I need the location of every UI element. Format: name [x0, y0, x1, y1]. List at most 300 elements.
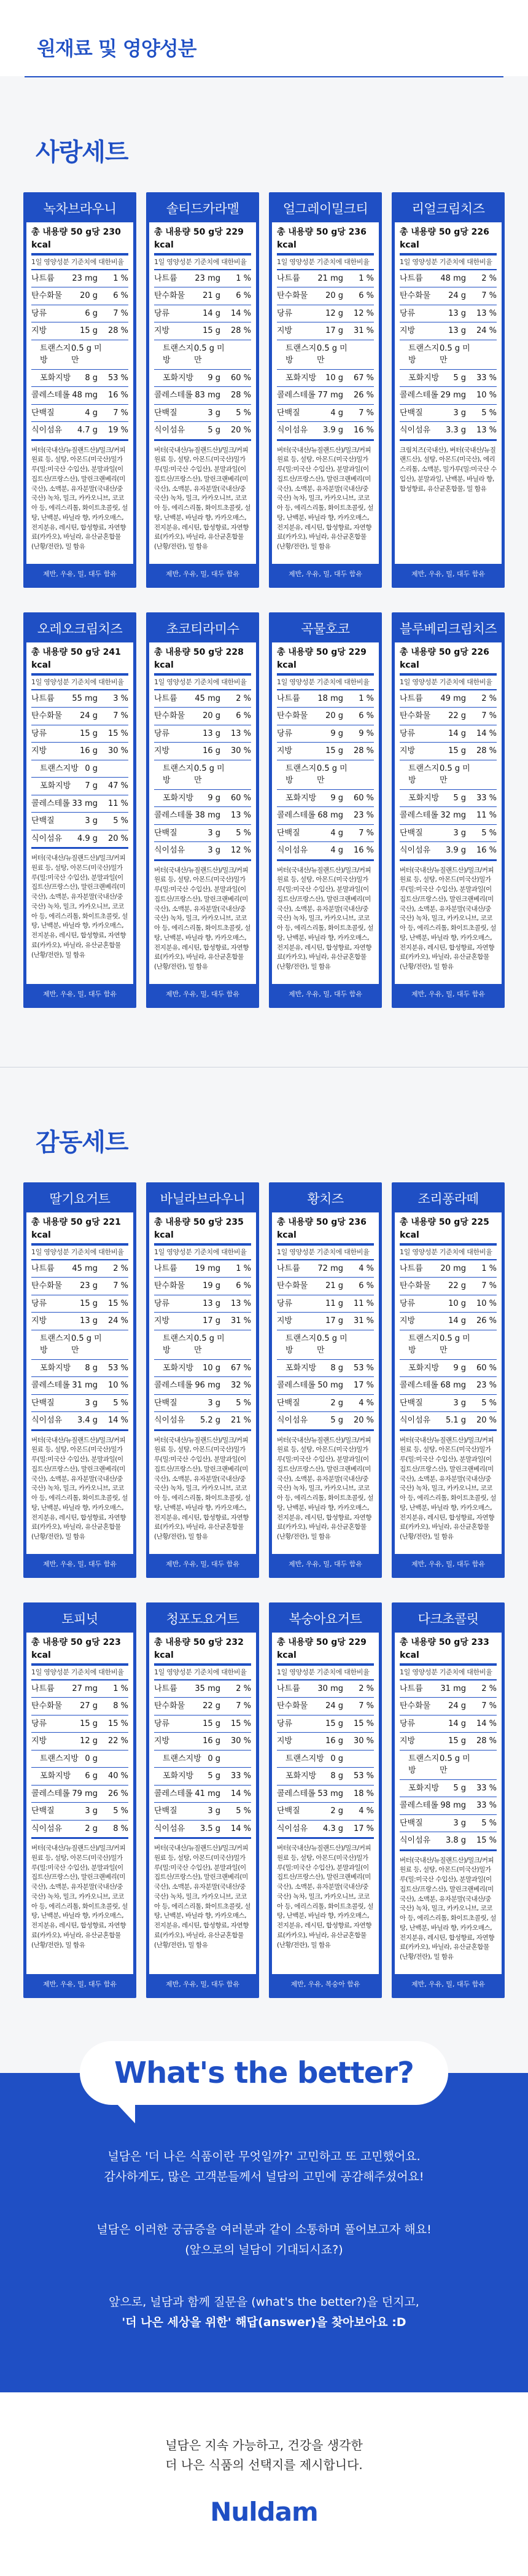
nutrient-percent: [104, 763, 128, 775]
nutrient-label: 나트륨: [31, 1263, 55, 1273]
nutrient-amount: 33 mg: [72, 798, 98, 808]
nutrient-percent: 53 %: [353, 1771, 374, 1781]
nutrient-row: [400, 1360, 497, 1378]
nutrient-amount: 0.5 g 미만: [71, 1333, 102, 1355]
nutrient-label: 나트륨: [277, 1263, 300, 1273]
nutrient-percent: 7 %: [113, 1281, 128, 1290]
nutrient-label: 트랜스지방: [40, 1754, 79, 1763]
nutrient-amount: 16 g: [325, 1736, 343, 1746]
ingredients-note: 버터(국내산/뉴질랜드산)/밀크/커피 원료 등, 설탕, 아몬드(미국산)밀가루(밀:미국산 수입산), 분말과일(이집트산/프랑스산), 말린크랜베리(미국산), 소맥분, 유자분말(국내산/중국산) 녹차, 밀크, 카카오니브, 코코아 등, 에리스리톨, 화이트초콜릿, 설탕, 난백분, 바닐라 향, 카카오매스, 전지분유, 레시틴, 합성향료, 자연향료(카카오), 바닐라, 유산균혼합물(난황/전란), 밀 함유: [277, 1436, 373, 1540]
total-calories: 총 내용량 50 g당 229 kcal: [277, 1636, 374, 1666]
nutrient-percent: 26 %: [353, 391, 374, 400]
better-paragraph-2: [0, 2220, 528, 2261]
nutrient-label: 포화지방: [163, 793, 194, 803]
nutrient-row: [400, 725, 497, 743]
nutrient-percent: 18 %: [353, 1789, 374, 1798]
nutrient-amount: 10 g: [325, 373, 343, 383]
daily-value-label: 1일 영양성분 기준치에 대한비율: [31, 1666, 128, 1680]
nutrient-row: [154, 340, 251, 370]
allergen-footer: 제반, 우유, 밀, 대두 함유: [411, 1980, 486, 1988]
nutrient-amount: 12 g: [325, 308, 343, 318]
nutrition-table: [26, 642, 133, 984]
nutrient-amount: 0.5 g 미만: [316, 763, 347, 785]
nutrient-percent: 5 %: [236, 828, 251, 838]
nutrient-amount: 4 g: [330, 846, 343, 855]
nutrient-amount: 53 mg: [317, 1789, 343, 1798]
ingredients-note: 버터(국내산/뉴질랜드산)/밀크/커피 원료 등, 설탕, 아몬드(미국산)밀가루(밀:미국산 수입산), 분말과일(이집트산/프랑스산), 말린크랜베리(미국산), 소맥분, 유자분말(국내산/중국산) 녹차, 밀크, 카카오니브, 코코아 등, 에리스리톨, 화이트초콜릿, 설탕, 난백분, 바닐라 향, 카카오매스, 전지분유, 레시틴, 합성향료, 자연향료(카카오), 바닐라, 유산균혼합물(난황/전란), 밀 함유: [154, 1436, 250, 1540]
nutrient-label: 포화지방: [285, 373, 317, 383]
nutrient-amount: 3.5 g: [200, 1824, 220, 1833]
nutrient-amount: 13 g: [203, 1298, 220, 1308]
nutrient-percent: 6 %: [359, 1281, 374, 1290]
allergen-footer: 제반, 우유, 밀, 대두 함유: [42, 1980, 117, 1988]
nutrient-amount: 13 g: [448, 326, 466, 335]
allergen-footer: 제반, 우유, 밀, 대두 함유: [411, 570, 486, 578]
product-card: [23, 192, 136, 588]
nutrient-amount: 20 g: [325, 291, 343, 300]
nutrient-label: 콜레스테롤: [400, 391, 438, 400]
nutrient-percent: 20 %: [353, 1416, 374, 1425]
nutrient-row: [277, 760, 374, 790]
nutrient-label: 나트륨: [400, 1684, 423, 1693]
nutrient-percent: 28 %: [230, 326, 251, 335]
nutrient-amount: 3 g: [453, 1818, 466, 1828]
nutrient-label: 당류: [277, 1298, 293, 1308]
nutrient-row: [277, 1395, 374, 1413]
nutrient-row: [277, 1680, 374, 1698]
product-card: [23, 1602, 136, 1998]
nutrient-percent: 33 %: [476, 793, 497, 803]
nutrient-row: [400, 1680, 497, 1698]
nutrient-row: [31, 1680, 128, 1698]
nutrient-amount: 55 mg: [72, 693, 98, 703]
nutrient-amount: 23 g: [80, 1281, 98, 1290]
nutrient-amount: 24 g: [325, 1701, 343, 1711]
nutrient-row: [277, 1260, 374, 1278]
nutrient-label: 단백질: [277, 828, 300, 838]
nutrient-percent: 15 %: [107, 728, 128, 738]
nutrient-row: [154, 1786, 251, 1803]
nutrient-row: [277, 1786, 374, 1803]
product-name: 바닐라브라우니: [160, 1192, 246, 1206]
nutrient-label: 포화지방: [408, 1363, 440, 1373]
nutrient-row: [31, 778, 128, 795]
nutrient-row: [400, 340, 497, 370]
nutrient-label: 포화지방: [285, 793, 317, 803]
nutrient-label: 지방: [400, 1316, 416, 1325]
nutrient-percent: 60 %: [476, 1363, 497, 1373]
nutrient-amount: 31 mg: [440, 1684, 466, 1693]
nutrient-amount: 17 g: [325, 1316, 343, 1325]
nutrient-row: [400, 807, 497, 825]
nutrient-label: 탄수화물: [31, 711, 63, 720]
nutrient-amount: 22 g: [448, 1281, 466, 1290]
nutrient-percent: 30 %: [230, 746, 251, 755]
nutrient-percent: 8 %: [113, 1701, 128, 1711]
nutrient-percent: [477, 763, 497, 787]
nutrient-label: 나트륨: [400, 693, 423, 703]
nutrient-amount: 48 mg: [440, 273, 466, 283]
nutrient-row: [277, 1768, 374, 1786]
nutrient-label: 식이섬유: [277, 846, 308, 855]
nutrient-label: 당류: [31, 1719, 47, 1728]
nutrient-percent: 7 %: [481, 1281, 497, 1290]
nutrient-row: [31, 1698, 128, 1715]
nutrient-amount: 5 g: [453, 1783, 466, 1793]
product-name: 다크초콜릿: [417, 1612, 479, 1626]
better-p1-line1: 널담은 '더 나은 식품이란 무엇일까?' 고민하고 또 고민했어요.: [107, 2150, 421, 2163]
nutrient-label: 콜레스테롤: [154, 811, 193, 820]
nutrient-row: [277, 1412, 374, 1431]
daily-value-label: 1일 영양성분 기준치에 대한비율: [400, 1246, 497, 1260]
nutrient-label: 탄수화물: [31, 291, 63, 300]
nutrient-amount: 0 g: [85, 763, 98, 773]
nutrient-percent: 47 %: [107, 781, 128, 790]
nutrient-row: [277, 1313, 374, 1330]
nutrient-row: [31, 340, 128, 370]
nutrient-label: 트랜스지방: [163, 343, 194, 365]
nutrient-label: 트랜스지방: [408, 763, 440, 785]
nutrient-amount: 14 g: [203, 308, 220, 318]
nutrient-row: [31, 1751, 128, 1768]
nutrient-label: 지방: [400, 326, 416, 335]
nutrient-label: 포화지방: [40, 781, 71, 790]
total-calories: 총 내용량 50 g당 228 kcal: [154, 646, 251, 676]
daily-value-label: 1일 영양성분 기준치에 대한비율: [31, 676, 128, 690]
nutrient-row: [154, 1278, 251, 1295]
nutrient-percent: 7 %: [481, 711, 497, 720]
nutrient-row: [31, 743, 128, 760]
nutrient-amount: 13 g: [80, 1316, 98, 1325]
ingredients-note: 버터(국내산/뉴질랜드산)/밀크/커피 원료 등, 설탕, 아몬드(미국산)밀가루(밀:미국산 수입산), 분말과일(이집트산/프랑스산), 말린크랜베리(미국산), 소맥분, 유자분말(국내산/중국산) 녹차, 밀크, 카카오니브, 코코아 등, 에리스리톨, 화이트초콜릿, 설탕, 난백분, 바닐라 향, 카카오매스, 전지분유, 레시틴, 합성향료, 자연향료(카카오), 바닐라, 유산균혼합물(난황/전란), 밀 함유: [154, 866, 250, 970]
nutrient-percent: 33 %: [476, 1801, 497, 1810]
nutrient-row: [277, 1330, 374, 1360]
nutrient-percent: [109, 1333, 128, 1357]
nutrient-label: 지방: [277, 326, 293, 335]
nutrient-label: 식이섬유: [277, 426, 308, 435]
nutrient-percent: [477, 1333, 497, 1357]
nutrient-label: 당류: [31, 1298, 47, 1308]
nutrient-label: 콜레스테롤: [277, 1789, 316, 1798]
nutrient-row: [154, 807, 251, 825]
nutrient-label: 당류: [154, 728, 170, 738]
nutrient-row: [154, 1680, 251, 1698]
nutrient-label: 콜레스테롤: [400, 811, 438, 820]
nutrient-percent: 24 %: [476, 326, 497, 335]
nutrient-amount: 14 g: [448, 728, 466, 738]
nutrient-label: 탄수화물: [400, 711, 431, 720]
speech-bubble: [80, 2041, 448, 2105]
nutrient-label: 탄수화물: [277, 1701, 308, 1711]
nutrient-row: [277, 1278, 374, 1295]
nutrient-row: [277, 305, 374, 323]
nutrient-label: 트랜스지방: [408, 1333, 440, 1355]
nutrient-amount: 15 g: [448, 746, 466, 755]
nutrient-amount: 13 g: [448, 308, 466, 318]
nutrient-percent: 17 %: [353, 1824, 374, 1833]
product-name: 황치즈: [307, 1192, 344, 1206]
product-name: 딸기요거트: [49, 1192, 111, 1206]
nutrient-label: 트랜스지방: [40, 763, 79, 773]
total-calories: 총 내용량 50 g당 236 kcal: [277, 1216, 374, 1246]
nutrient-label: 트랜스지방: [40, 343, 71, 365]
nutrient-label: 단백질: [31, 408, 55, 418]
daily-value-label: 1일 영양성분 기준치에 대한비율: [277, 256, 374, 270]
nutrient-percent: 28 %: [107, 326, 128, 335]
nutrient-amount: 24 g: [448, 1701, 466, 1711]
nutrient-amount: 14 g: [448, 1316, 466, 1325]
nutrient-percent: 2 %: [236, 1684, 251, 1693]
nutrient-row: [277, 1751, 374, 1768]
daily-value-label: 1일 영양성분 기준치에 대한비율: [154, 256, 251, 270]
nutrient-percent: 13 %: [476, 308, 497, 318]
set-section: [0, 77, 528, 1008]
nutrient-row: [31, 370, 128, 388]
product-card: [269, 1182, 382, 1578]
allergen-footer: 제반, 우유, 밀, 대두 함유: [42, 570, 117, 578]
nutrient-percent: 15 %: [353, 1719, 374, 1728]
nutrient-percent: 30 %: [353, 1736, 374, 1746]
nutrient-percent: 16 %: [107, 391, 128, 400]
allergen-footer: 제반, 우유, 밀, 대두 함유: [42, 1560, 117, 1568]
nutrient-percent: 30 %: [107, 746, 128, 755]
nutrient-row: [31, 760, 128, 778]
nutrient-amount: 3.4 g: [77, 1416, 98, 1425]
nutrient-percent: [354, 343, 374, 367]
nutrient-row: [154, 305, 251, 323]
nutrient-amount: 30 mg: [317, 1684, 343, 1693]
nutrient-row: [277, 422, 374, 441]
nutrient-amount: 83 mg: [195, 391, 220, 400]
nutrient-amount: 3.8 g: [445, 1836, 466, 1845]
nutrient-label: 단백질: [277, 1398, 300, 1408]
nutrient-row: [277, 1715, 374, 1733]
total-calories: 총 내용량 50 g당 225 kcal: [400, 1216, 497, 1246]
nutrient-percent: 31 %: [353, 326, 374, 335]
nutrient-label: 단백질: [400, 1818, 423, 1828]
nutrient-percent: 28 %: [353, 746, 374, 755]
product-card: [392, 612, 505, 1008]
nutrient-label: 나트륨: [154, 693, 177, 703]
nutrient-row: [31, 422, 128, 441]
daily-value-label: 1일 영양성분 기준치에 대한비율: [400, 256, 497, 270]
better-p1-line2: 감사하게도, 많은 고객분들께서 널담의 고민에 공감해주셨어요!: [104, 2170, 424, 2184]
nutrient-amount: 0.5 g 미만: [71, 343, 102, 365]
nutrient-amount: 96 mg: [195, 1381, 220, 1390]
nutrient-row: [277, 743, 374, 760]
nutrient-amount: 3 g: [208, 408, 220, 418]
product-grid: [23, 1182, 505, 1998]
total-calories: 총 내용량 50 g당 221 kcal: [31, 1216, 128, 1246]
daily-value-label: 1일 영양성분 기준치에 대한비율: [277, 1246, 374, 1260]
nutrient-amount: 41 mg: [195, 1789, 220, 1798]
allergen-footer: 제반, 우유, 밀, 대두 함유: [288, 570, 363, 578]
total-calories: 총 내용량 50 g당 233 kcal: [400, 1636, 497, 1666]
nuldam-logo: Nuldam: [210, 2496, 318, 2527]
nutrient-percent: 7 %: [359, 828, 374, 838]
nutrient-percent: 40 %: [107, 1771, 128, 1781]
nutrient-percent: 3 %: [113, 693, 128, 703]
nutrient-row: [400, 760, 497, 790]
nutrient-label: 포화지방: [163, 373, 194, 383]
nutrient-percent: 15 %: [107, 1298, 128, 1308]
total-calories: 총 내용량 50 g당 232 kcal: [154, 1636, 251, 1666]
nutrient-amount: 3 g: [208, 1398, 220, 1408]
nutrient-amount: 4 g: [330, 408, 343, 418]
nutrient-amount: 10 g: [448, 1298, 466, 1308]
nutrition-table: [272, 1633, 379, 1974]
nutrient-label: 식이섬유: [400, 1836, 431, 1845]
nutrient-percent: 5 %: [481, 1398, 497, 1408]
nutrient-row: [400, 1733, 497, 1751]
nutrient-amount: 5 g: [208, 1771, 220, 1781]
footer-line-1: 널담은 지속 가능하고, 건강을 생각한: [165, 2437, 363, 2453]
nutrient-row: [31, 1412, 128, 1431]
nutrient-percent: 1 %: [113, 1684, 128, 1693]
nutrient-row: [277, 1360, 374, 1378]
nutrient-row: [31, 1768, 128, 1786]
product-card: [23, 1182, 136, 1578]
nutrient-row: [277, 1733, 374, 1751]
nutrition-table: [26, 222, 133, 564]
nutrient-percent: 31 %: [353, 1316, 374, 1325]
nutrient-row: [31, 1803, 128, 1821]
nutrient-row: [277, 340, 374, 370]
product-name: 얼그레이밀크티: [282, 201, 368, 216]
total-calories: 총 내용량 50 g당 223 kcal: [31, 1636, 128, 1666]
allergen-footer: 제반, 우유, 밀, 대두 함유: [165, 1980, 240, 1988]
nutrient-label: 콜레스테롤: [400, 1381, 438, 1390]
nutrient-percent: 14 %: [476, 1719, 497, 1728]
nutrient-label: 식이섬유: [31, 833, 63, 843]
nutrient-amount: 27 mg: [72, 1684, 98, 1693]
nutrient-amount: 8 g: [330, 1771, 343, 1781]
nutrient-row: [277, 690, 374, 708]
nutrient-amount: 45 mg: [195, 693, 220, 703]
nutrient-row: [31, 690, 128, 708]
nutrient-percent: 2 %: [481, 1684, 497, 1693]
nutrient-percent: 1 %: [359, 693, 374, 703]
nutrient-amount: 20 g: [325, 711, 343, 720]
nutrient-label: 지방: [277, 746, 293, 755]
nutrient-percent: 67 %: [230, 1363, 251, 1373]
nutrient-row: [154, 1803, 251, 1821]
nutrient-amount: 0.5 g 미만: [439, 1333, 470, 1355]
nutrient-percent: 12 %: [353, 308, 374, 318]
nutrition-table: [395, 1633, 502, 1974]
nutrient-percent: 20 %: [230, 426, 251, 435]
nutrient-amount: 15 g: [80, 728, 98, 738]
nutrient-percent: 4 %: [359, 1263, 374, 1273]
nutrient-amount: 21 mg: [317, 273, 343, 283]
nutrient-amount: 72 mg: [317, 1263, 343, 1273]
nutrient-percent: 60 %: [230, 373, 251, 383]
nutrient-label: 포화지방: [285, 1771, 317, 1781]
nutrient-row: [400, 287, 497, 305]
nutrient-amount: 2 g: [330, 1806, 343, 1816]
nutrient-row: [277, 790, 374, 808]
nutrient-label: 탄수화물: [400, 291, 431, 300]
nutrient-percent: 7 %: [481, 1701, 497, 1711]
brand-footer: [0, 2392, 528, 2576]
nutrient-percent: 21 %: [230, 1416, 251, 1425]
nutrient-percent: 7 %: [113, 408, 128, 418]
nutrient-percent: [477, 1753, 497, 1777]
top-title-bar: [0, 0, 528, 76]
nutrient-percent: 5 %: [236, 1806, 251, 1816]
ingredients-note: 버터(국내산/뉴질랜드산)/밀크/커피 원료 등, 설탕, 아몬드(미국산)밀가루(밀:미국산 수입산), 분말과일(이집트산/프랑스산), 말린크랜베리(미국산), 소맥분, 유자분말(국내산/중국산) 녹차, 밀크, 카카오니브, 코코아 등, 에리스리톨, 화이트초콜릿, 설탕, 난백분, 바닐라 향, 카카오매스, 전지분유, 레시틴, 합성향료, 자연향료(카카오), 바닐라, 유산균혼합물(난황/전란), 밀 함유: [154, 1844, 250, 1949]
product-name: 리얼크림치즈: [411, 201, 485, 216]
nutrient-label: 나트륨: [154, 1684, 177, 1693]
nutrient-percent: 7 %: [359, 408, 374, 418]
better-p3-line1: 앞으로, 널담과 함께 질문을 (what's the better?)을 던지고,: [109, 2295, 419, 2309]
nutrient-label: 나트륨: [277, 273, 300, 283]
nutrient-row: [400, 1330, 497, 1360]
nutrient-label: 당류: [154, 1298, 170, 1308]
nutrient-row: [400, 305, 497, 323]
daily-value-label: 1일 영양성분 기준치에 대한비율: [154, 676, 251, 690]
nutrient-row: [31, 387, 128, 405]
product-name: 복숭아요거트: [289, 1612, 362, 1626]
nutrient-row: [400, 825, 497, 843]
nutrient-amount: 16 g: [203, 1736, 220, 1746]
nutrient-amount: 15 g: [80, 1298, 98, 1308]
nutrient-row: [400, 1278, 497, 1295]
nutrient-amount: 23 mg: [195, 273, 220, 283]
nutrient-row: [154, 1395, 251, 1413]
nutrient-label: 식이섬유: [31, 1824, 63, 1833]
nutrient-label: 식이섬유: [154, 426, 185, 435]
product-card: [269, 1602, 382, 1998]
nutrient-row: [31, 813, 128, 830]
nutrient-amount: 4.9 g: [77, 833, 98, 843]
product-name: 조리퐁라떼: [417, 1192, 479, 1206]
nutrition-table: [395, 642, 502, 984]
nutrient-percent: 6 %: [236, 711, 251, 720]
nutrient-label: 단백질: [154, 828, 177, 838]
nutrient-percent: 67 %: [353, 373, 374, 383]
nutrient-row: [154, 1751, 251, 1768]
nutrient-percent: 28 %: [476, 1736, 497, 1746]
ingredients-note: 버터(국내산/뉴질랜드산)/밀크/커피 원료 등, 설탕, 아몬드(미국산)밀가루(밀:미국산 수입산), 분말과일(이집트산/프랑스산), 말린크랜베리(미국산), 소맥분, 유자분말(국내산/중국산) 녹차, 밀크, 카카오니브, 코코아 등, 에리스리톨, 화이트초콜릿, 설탕, 난백분, 바닐라 향, 카카오매스, 전지분유, 레시틴, 합성향료, 자연향료(카카오), 바닐라, 유산균혼합물(난황/전란), 밀 함유: [277, 446, 373, 550]
nutrient-amount: 4 g: [85, 408, 98, 418]
nutrient-label: 포화지방: [408, 793, 440, 803]
nutrient-row: [400, 1295, 497, 1313]
nutrient-percent: 10 %: [476, 391, 497, 400]
total-calories: 총 내용량 50 g당 230 kcal: [31, 226, 128, 256]
nutrient-row: [154, 370, 251, 388]
nutrient-amount: 8 g: [85, 1363, 98, 1373]
nutrient-row: [31, 270, 128, 288]
nutrient-percent: 26 %: [107, 1789, 128, 1798]
nutrient-amount: 21 g: [325, 1281, 343, 1290]
nutrient-row: [277, 270, 374, 288]
nutrient-percent: 11 %: [353, 1298, 374, 1308]
nutrient-label: 콜레스테롤: [154, 391, 193, 400]
nutrient-row: [277, 370, 374, 388]
nutrient-row: [154, 1295, 251, 1313]
nutrient-row: [31, 725, 128, 743]
nutrient-label: 탄수화물: [154, 1701, 185, 1711]
nutrient-percent: 14 %: [476, 728, 497, 738]
nutrient-amount: 19 g: [203, 1281, 220, 1290]
nutrient-row: [31, 1715, 128, 1733]
nutrient-row: [154, 1698, 251, 1715]
nutrient-label: 콜레스테롤: [154, 1381, 193, 1390]
nutrient-percent: 22 %: [107, 1736, 128, 1746]
nutrient-row: [31, 1786, 128, 1803]
nutrient-amount: 15 g: [448, 1736, 466, 1746]
